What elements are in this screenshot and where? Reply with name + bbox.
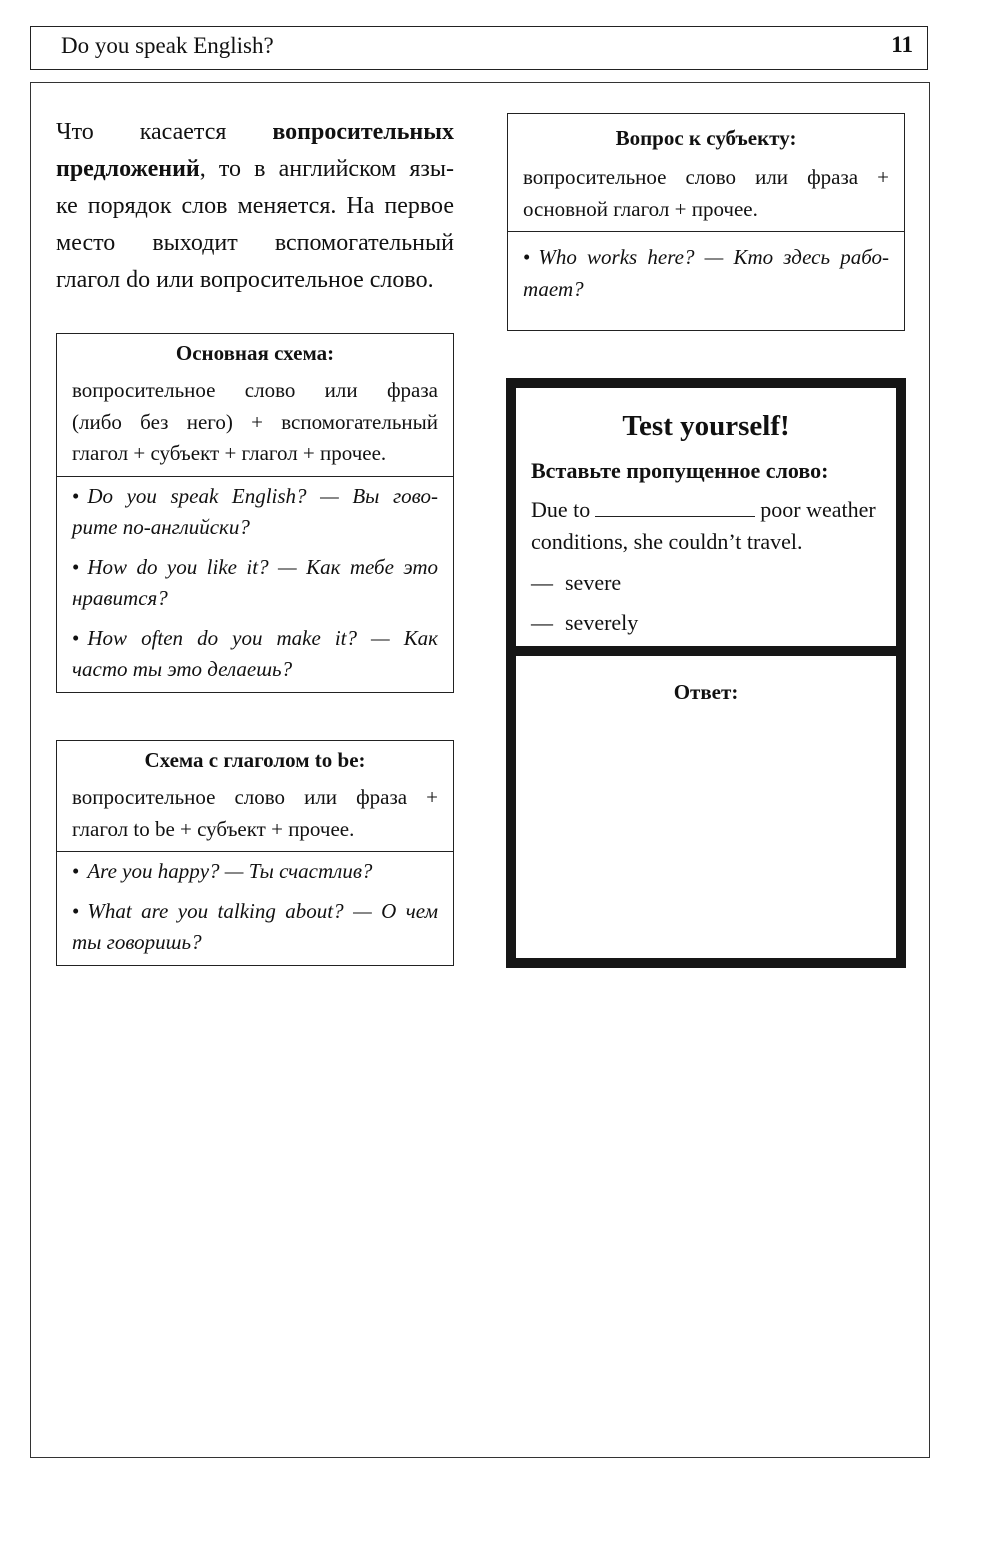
scheme-line: глагол + субъект + глагол + прочее. (72, 441, 387, 465)
sentence-line: conditions, she couldn’t travel. (531, 529, 803, 554)
subject-question-heading: Вопрос к субъекту: (615, 126, 797, 150)
main-scheme-formula (57, 371, 453, 476)
sentence-line (531, 494, 891, 526)
scheme-line: вопросительное слово или фраза + (72, 785, 438, 809)
intro-line: глагол do или вопросительное слово. (56, 267, 434, 293)
option-label: severe (565, 570, 622, 595)
subject-question-box (507, 113, 905, 331)
example-text: What are you talking about? — О чем (87, 898, 438, 923)
test-question-area (516, 388, 896, 646)
test-divider (516, 646, 896, 656)
scheme-line: глагол to be + субъект + прочее. (72, 816, 355, 841)
example-text: How do you like it? — Как тебе это (87, 554, 438, 579)
scheme-line: основной глагол + прочее. (523, 196, 758, 221)
example-line (72, 856, 438, 888)
example-line (72, 552, 438, 584)
page-header (30, 26, 928, 70)
example-item (72, 481, 438, 544)
intro-text: Что касается (56, 119, 273, 145)
answer-label: Ответ: (673, 680, 739, 704)
intro-paragraph (56, 114, 454, 299)
example-line (72, 623, 438, 655)
intro-line: место выходит вспомогательный (56, 230, 454, 256)
bullet-icon: • (72, 859, 80, 883)
example-text: How often do you make it? — Как (87, 625, 438, 650)
sentence-text: poor weather (760, 497, 876, 522)
test-title: Test yourself! (622, 410, 790, 442)
test-sentence (531, 494, 891, 558)
main-scheme-examples (57, 476, 453, 686)
example-text: Who works here? — Кто здесь рабо- (538, 245, 889, 269)
subject-question-examples (508, 231, 904, 305)
dash-icon: — (531, 570, 553, 595)
example-item (523, 242, 889, 305)
intro-text: , то в английском язы- (199, 156, 454, 182)
page-number: 11 (891, 32, 913, 57)
example-line (523, 242, 889, 274)
example-item (72, 623, 438, 686)
intro-bold-term: предложений (56, 156, 200, 182)
option-severe[interactable] (531, 570, 621, 596)
main-scheme-heading: Основная схема: (175, 341, 335, 365)
test-instruction: Вставьте пропущенное слово: (531, 458, 829, 483)
bullet-icon: • (72, 554, 80, 579)
example-line: рите по-английски? (72, 515, 250, 539)
scheme-line: вопросительное слово или фраза (72, 378, 438, 402)
example-line (72, 896, 438, 928)
example-line: ты говоришь? (72, 930, 202, 954)
example-item (72, 552, 438, 615)
intro-line (56, 114, 454, 151)
bullet-icon: • (72, 483, 80, 508)
to-be-scheme-box (56, 740, 454, 966)
option-label: severely (565, 610, 639, 635)
dash-icon: — (531, 610, 553, 635)
option-severely[interactable] (531, 610, 638, 636)
intro-bold-term: вопросительных (272, 119, 454, 145)
example-item (72, 856, 438, 888)
sentence-text: Due to (531, 497, 591, 522)
intro-line: ке порядок слов меняется. На первое (56, 193, 454, 219)
to-be-scheme-heading: Схема с глаголом to be: (144, 748, 366, 772)
bullet-icon: • (523, 245, 531, 269)
example-line: часто ты это делаешь? (72, 657, 293, 681)
example-line (72, 481, 438, 513)
main-scheme-box (56, 333, 454, 693)
example-line: нравится? (72, 586, 168, 610)
intro-line (56, 151, 454, 188)
subject-question-formula (508, 158, 904, 231)
example-text: Are you happy? — Ты счастлив? (87, 859, 373, 883)
bullet-icon: • (72, 898, 80, 923)
test-yourself-box (506, 378, 906, 968)
example-line: тает? (523, 276, 584, 301)
to-be-scheme-formula (57, 778, 453, 851)
bullet-icon: • (72, 625, 80, 650)
example-item (72, 896, 438, 959)
answer-blank[interactable] (595, 498, 755, 517)
running-title: Do you speak English? (61, 33, 274, 58)
example-text: Do you speak English? — Вы гово- (87, 483, 438, 508)
to-be-scheme-examples (57, 851, 453, 959)
scheme-line: (либо без него) + вспомогательный (72, 409, 438, 434)
scheme-line: вопросительное слово или фраза + (523, 165, 889, 189)
